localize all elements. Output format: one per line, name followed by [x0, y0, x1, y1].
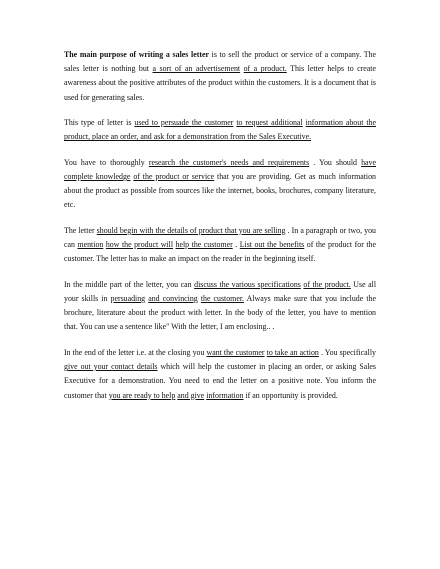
underlined-text: List out the benefits [239, 240, 305, 250]
body-text: In the end of the letter i.e. at the closing you [64, 347, 207, 357]
underlined-text: the customer. [200, 294, 244, 304]
body-text: of the product for the customer. The letter has to make an impact on the reader in the beginning itself. [64, 240, 376, 264]
underlined-text: should begin with the details of product that you are selling [96, 225, 286, 235]
paragraph-letter-type [64, 116, 376, 144]
body-text: that you are providing. Get as much information about the product as possible from sources like the internet, books, brochures, company literature, etc. [64, 172, 377, 210]
body-text: is to sell the product or service of a company. The sales letter is nothing but [64, 50, 376, 74]
bold-text: The main purpose of writing a sales letter [64, 50, 209, 59]
body-text: . In a paragraph or two, you can [64, 225, 376, 250]
body-text: which will help the customer in placing an order, or asking Sales Executive for a demonstration. You need to end the letter on a positive note. You inform the customer that [64, 362, 376, 400]
underlined-text: of the product. [303, 279, 351, 289]
underlined-text: persuading [110, 294, 146, 304]
paragraph-research [64, 156, 376, 213]
underlined-text: to take an action [266, 347, 319, 357]
paragraph-letter-middle [64, 278, 376, 335]
underlined-text: and give [177, 390, 205, 400]
underlined-text: you are ready to help [108, 390, 176, 400]
underlined-text: used to persuade the customer [134, 118, 234, 128]
paragraph-purpose [64, 48, 376, 105]
paragraph-letter-closing [64, 346, 376, 403]
body-text: . [232, 240, 240, 250]
body-text: This letter helps to create awareness about the positive attributes of the product within the customers. It is a document that is used for generating sales. [64, 64, 376, 102]
body-text: This type of letter is [64, 118, 135, 128]
underlined-text: and convincing [148, 294, 198, 304]
underlined-text: help the customer [175, 240, 233, 250]
body-text: . You should [309, 157, 362, 167]
body-text: The letter [64, 225, 97, 235]
underlined-text: of a product. [243, 64, 287, 74]
underlined-text: information [206, 390, 244, 400]
underlined-text: have complete knowledge [64, 157, 377, 182]
underlined-text: research the customer's needs and requirements [148, 157, 310, 167]
underlined-text: a sort of an advertisement [152, 64, 241, 74]
underlined-text: of the product or service [133, 172, 215, 182]
body-text: You have to thoroughly [64, 157, 149, 167]
paragraph-letter-beginning [64, 224, 376, 267]
underlined-text: want the customer [206, 347, 265, 357]
body-text: if an opportunity is provided. [243, 390, 338, 400]
body-text: Use all your skills in [64, 279, 377, 304]
body-text: In the middle part of the letter, you can [64, 279, 195, 289]
underlined-text: to request additional [236, 118, 303, 128]
underlined-text: give out your contact details [64, 362, 158, 372]
underlined-text: discuss the various specifications [194, 279, 301, 289]
underlined-text: information about the product, place an order, and ask for a demonstration from the Sales Executive. [64, 118, 376, 142]
underlined-text: mention [77, 240, 104, 250]
body-text: . You specifically [318, 347, 376, 357]
body-text: Always make sure that you include the brochure, literature about the product with letter. In the body of the letter, you have to mention that. You can use a sentence like" With the letter, I am enclosing.. . [64, 294, 376, 332]
underlined-text: how the product will [105, 240, 174, 250]
